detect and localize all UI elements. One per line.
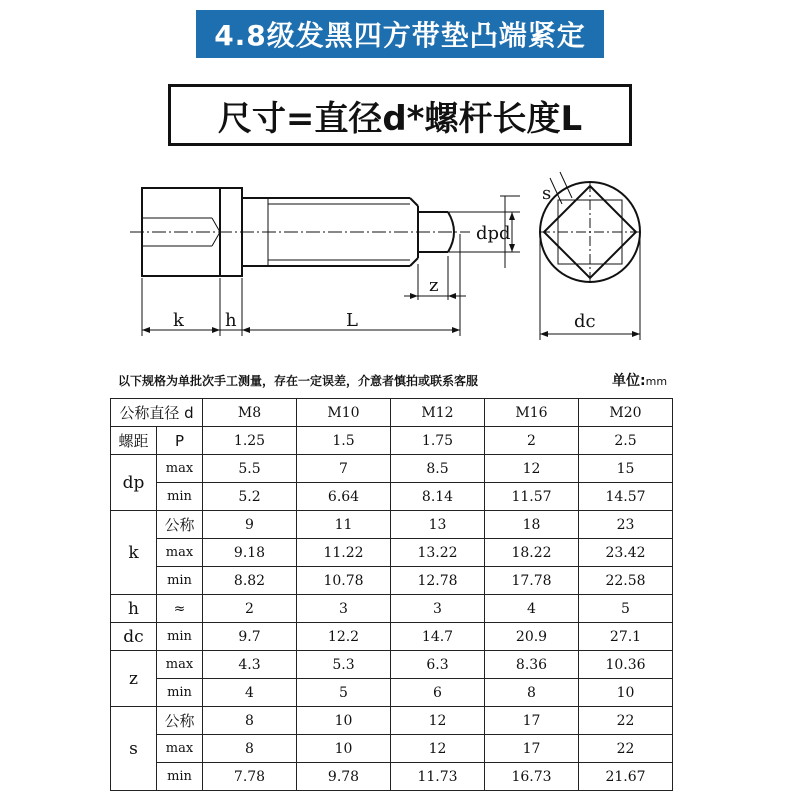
dimension-table <box>110 398 673 791</box>
table-cell: 8.5 <box>391 455 485 483</box>
table-cell: 7 <box>297 455 391 483</box>
table-cell: 8.82 <box>203 567 297 595</box>
table-cell: 8 <box>203 707 297 735</box>
table-row-k-nom <box>111 511 673 539</box>
table-cell: 27.1 <box>579 623 673 651</box>
table-cell: 1.5 <box>297 427 391 455</box>
table-cell: 1.25 <box>203 427 297 455</box>
row-label-s: s <box>111 707 157 791</box>
table-cell: 22.58 <box>579 567 673 595</box>
row-sub-pitch: P <box>157 427 203 455</box>
table-cell: 12 <box>391 735 485 763</box>
table-cell: 6 <box>391 679 485 707</box>
table-cell: 4.3 <box>203 651 297 679</box>
table-row-s-min <box>111 763 673 791</box>
table-row-k-max <box>111 539 673 567</box>
table-cell: 5.5 <box>203 455 297 483</box>
table-cell: 9.7 <box>203 623 297 651</box>
row-label-h: h <box>111 595 157 623</box>
table-cell: 10 <box>297 707 391 735</box>
table-cell: 13.22 <box>391 539 485 567</box>
table-cell: 22 <box>579 707 673 735</box>
table-row-z-max <box>111 651 673 679</box>
table-row-h <box>111 595 673 623</box>
dim-label-dc: dc <box>574 311 596 332</box>
row-label-k: k <box>111 511 157 595</box>
table-cell: 4 <box>203 679 297 707</box>
col-header: M10 <box>297 399 391 427</box>
table-cell: 6.3 <box>391 651 485 679</box>
row-sub-max: max <box>157 651 203 679</box>
row-sub-min: min <box>157 679 203 707</box>
table-cell: 16.73 <box>485 763 579 791</box>
table-cell: 13 <box>391 511 485 539</box>
table-row-s-nom <box>111 707 673 735</box>
row-sub-min: min <box>157 623 203 651</box>
table-cell: 2.5 <box>579 427 673 455</box>
table-cell: 11.73 <box>391 763 485 791</box>
table-cell: 17 <box>485 735 579 763</box>
dim-label-z: z <box>429 275 439 296</box>
row-sub-nom: 公称 <box>157 511 203 539</box>
table-row-s-max <box>111 735 673 763</box>
bolt-drawing <box>0 150 800 360</box>
table-cell: 2 <box>203 595 297 623</box>
table-cell: 5.3 <box>297 651 391 679</box>
row-label-z: z <box>111 651 157 707</box>
table-cell: 14.7 <box>391 623 485 651</box>
col-header: M16 <box>485 399 579 427</box>
row-sub-max: max <box>157 539 203 567</box>
row-label-dc: dc <box>111 623 157 651</box>
row-sub-nom: 公称 <box>157 707 203 735</box>
table-row-dp-min <box>111 483 673 511</box>
table-cell: 23.42 <box>579 539 673 567</box>
table-cell: 6.64 <box>297 483 391 511</box>
title-banner: 4.8级发黑四方带垫凸端紧定 <box>196 10 604 58</box>
table-cell: 9 <box>203 511 297 539</box>
table-cell: 12 <box>391 707 485 735</box>
table-cell: 8 <box>203 735 297 763</box>
row-sub-min: min <box>157 567 203 595</box>
measurement-note: 以下规格为单批次手工测量，存在一定误差，介意者慎拍或联系客服 <box>118 374 479 388</box>
table-cell: 11 <box>297 511 391 539</box>
dim-label-l: L <box>346 310 358 331</box>
col-header: M12 <box>391 399 485 427</box>
table-cell: 20.9 <box>485 623 579 651</box>
unit-value: mm <box>645 375 668 388</box>
table-cell: 11.22 <box>297 539 391 567</box>
table-cell: 22 <box>579 735 673 763</box>
table-cell: 10 <box>297 735 391 763</box>
table-cell: 2 <box>485 427 579 455</box>
dim-label-h: h <box>225 310 237 331</box>
table-cell: 8.36 <box>485 651 579 679</box>
table-cell: 1.75 <box>391 427 485 455</box>
table-cell: 14.57 <box>579 483 673 511</box>
col-header: M20 <box>579 399 673 427</box>
row-sub-min: min <box>157 483 203 511</box>
row-sub-min: min <box>157 763 203 791</box>
table-cell: 9.18 <box>203 539 297 567</box>
row-sub-max: max <box>157 455 203 483</box>
table-cell: 10.36 <box>579 651 673 679</box>
table-cell: 12.78 <box>391 567 485 595</box>
table-row-z-min <box>111 679 673 707</box>
table-row-dp-max <box>111 455 673 483</box>
dim-label-k: k <box>173 310 184 331</box>
table-cell: 5.2 <box>203 483 297 511</box>
table-cell: 8 <box>485 679 579 707</box>
table-cell: 12 <box>485 455 579 483</box>
table-cell: 18 <box>485 511 579 539</box>
row-sub-max: max <box>157 735 203 763</box>
row-sub-approx: ≈ <box>157 595 203 623</box>
table-cell: 18.22 <box>485 539 579 567</box>
table-cell: 10 <box>579 679 673 707</box>
table-cell: 11.57 <box>485 483 579 511</box>
spec-formula: 尺寸=直径d*螺杆长度L <box>168 84 632 146</box>
header-label: 公称直径 d <box>111 399 203 427</box>
table-cell: 12.2 <box>297 623 391 651</box>
table-row-header <box>111 399 673 427</box>
dim-label-s: s <box>542 183 552 204</box>
row-label-dp: dp <box>111 455 157 511</box>
table-cell: 17 <box>485 707 579 735</box>
dim-label-dpd: dpd <box>476 223 511 244</box>
table-cell: 8.14 <box>391 483 485 511</box>
table-row-k-min <box>111 567 673 595</box>
table-cell: 7.78 <box>203 763 297 791</box>
unit-label-text: 单位: <box>612 373 646 389</box>
table-cell: 3 <box>391 595 485 623</box>
table-cell: 5 <box>297 679 391 707</box>
table-cell: 23 <box>579 511 673 539</box>
unit-label <box>612 370 667 390</box>
table-cell: 9.78 <box>297 763 391 791</box>
row-label-pitch: 螺距 <box>111 427 157 455</box>
table-cell: 4 <box>485 595 579 623</box>
table-row-dc <box>111 623 673 651</box>
table-cell: 15 <box>579 455 673 483</box>
table-cell: 21.67 <box>579 763 673 791</box>
table-cell: 3 <box>297 595 391 623</box>
col-header: M8 <box>203 399 297 427</box>
table-cell: 10.78 <box>297 567 391 595</box>
table-cell: 5 <box>579 595 673 623</box>
table-row-pitch <box>111 427 673 455</box>
table-cell: 17.78 <box>485 567 579 595</box>
